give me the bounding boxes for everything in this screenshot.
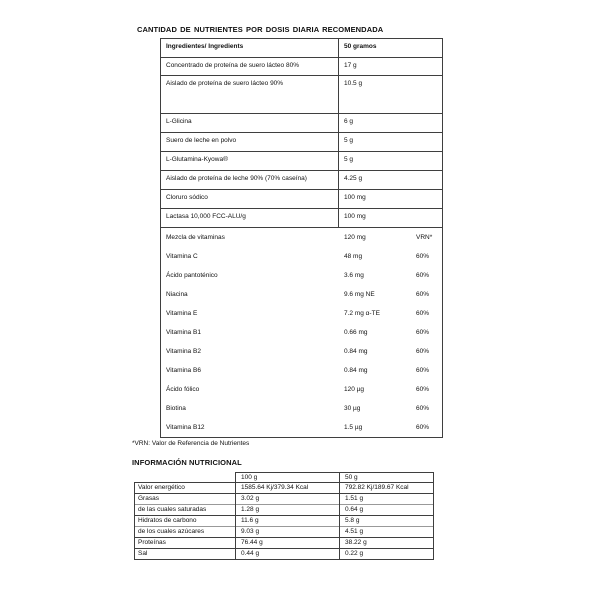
vitamin-line xyxy=(161,266,442,285)
per-50g-value-cell: 1.51 g xyxy=(340,494,434,505)
per-50g-value-cell: 0.64 g xyxy=(340,505,434,516)
table-row xyxy=(161,152,443,171)
vitamin-amount: 120 mg xyxy=(344,234,366,241)
table-row xyxy=(161,76,443,114)
per-50g-column-header: 50 g xyxy=(340,473,434,483)
vitamin-line xyxy=(161,228,442,247)
vrn-column-header: VRN* xyxy=(416,234,433,241)
table-row xyxy=(135,549,434,560)
table-row xyxy=(161,190,443,209)
nutrient-name-cell: Sal xyxy=(135,549,236,560)
per-100g-value-cell: 1.28 g xyxy=(236,505,340,516)
vitamin-line xyxy=(161,418,442,437)
vitamin-amount: 120 µg xyxy=(344,386,365,393)
vitamin-amount: 0.84 mg xyxy=(344,348,368,355)
table-row xyxy=(161,58,443,76)
vitamin-amount: 9.6 mg NE xyxy=(344,291,375,298)
table-row xyxy=(135,516,434,527)
vitamin-amount: 30 µg xyxy=(344,405,361,412)
vitamin-name: Vitamina B2 xyxy=(166,348,201,355)
per-50g-value-cell: 4.51 g xyxy=(340,527,434,538)
vitamin-amount: 3.6 mg xyxy=(344,272,364,279)
vitamin-vrn-percent: 60% xyxy=(416,310,430,317)
vitamin-vrn-percent: 60% xyxy=(416,272,430,279)
vitamin-name: Vitamina B6 xyxy=(166,367,201,374)
table-header-row xyxy=(135,473,434,483)
ingredient-amount-cell: 5 g xyxy=(339,152,443,171)
nutrient-name-cell: de las cuales saturadas xyxy=(135,505,236,516)
nutrient-name-cell: Hidratos de carbono xyxy=(135,516,236,527)
nutrient-name-cell: Proteínas xyxy=(135,538,236,549)
table-row xyxy=(135,494,434,505)
per-100g-value-cell: 76.44 g xyxy=(236,538,340,549)
top-section-title: CANTIDAD DE NUTRIENTES POR DOSIS DIARIA RECOMENDADA xyxy=(137,25,384,34)
nutrient-name-cell: Grasas xyxy=(135,494,236,505)
per-100g-value-cell: 11.6 g xyxy=(236,516,340,527)
vitamin-name: Vitamina E xyxy=(166,310,198,317)
ingredient-name-cell: Concentrado de proteína de suero lácteo 80% xyxy=(161,58,339,76)
per-50g-value-cell: 38.22 g xyxy=(340,538,434,549)
vitamin-name: Niacina xyxy=(166,291,188,298)
nutrition-facts-table xyxy=(134,472,434,560)
vitamin-vrn-percent: 60% xyxy=(416,329,430,336)
vitamin-amount: 48 mg xyxy=(344,253,363,260)
nutrient-dose-table xyxy=(160,38,443,438)
vitamin-name: Ácido pantoténico xyxy=(166,272,218,279)
ingredient-amount-cell: 100 mg xyxy=(339,190,443,209)
per-50g-value-cell: 792.82 Kj/189.67 Kcal xyxy=(340,483,434,494)
vitamin-block-cell xyxy=(161,228,443,438)
nutrient-name-cell: de los cuales azúcares xyxy=(135,527,236,538)
vitamin-line xyxy=(161,361,442,380)
table-row xyxy=(135,538,434,549)
per-100g-value-cell: 3.02 g xyxy=(236,494,340,505)
vitamin-block-row xyxy=(161,228,443,438)
vitamin-line xyxy=(161,380,442,399)
table-row xyxy=(135,483,434,494)
vitamin-vrn-percent: 60% xyxy=(416,386,430,393)
vitamin-line xyxy=(161,342,442,361)
ingredient-name-cell: L-Glicina xyxy=(161,114,339,133)
ingredient-amount-cell: 4.25 g xyxy=(339,171,443,190)
table-row xyxy=(135,505,434,516)
vitamin-line xyxy=(161,285,442,304)
vitamin-name: Mezcla de vitaminas xyxy=(166,234,225,241)
per-100g-value-cell: 1585.64 Kj/379.34 Kcal xyxy=(236,483,340,494)
table-row xyxy=(161,171,443,190)
vitamin-line xyxy=(161,304,442,323)
ingredient-amount-cell: 17 g xyxy=(339,58,443,76)
vrn-footnote: *VRN: Valor de Referencia de Nutrientes xyxy=(132,440,250,447)
vitamin-vrn-percent: 60% xyxy=(416,405,430,412)
vitamin-amount: 7.2 mg α-TE xyxy=(344,310,380,317)
vitamin-vrn-percent: 60% xyxy=(416,367,430,374)
nutrient-name-cell: Valor energético xyxy=(135,483,236,494)
vitamin-vrn-percent: 60% xyxy=(416,348,430,355)
ingredients-column-header: Ingredientes/ Ingredients xyxy=(161,39,339,58)
ingredient-name-cell: Lactasa 10,000 FCC-ALU/g xyxy=(161,209,339,228)
vitamin-amount: 1.5 µg xyxy=(344,424,363,431)
ingredient-name-cell: Suero de leche en polvo xyxy=(161,133,339,152)
ingredient-amount-cell: 100 mg xyxy=(339,209,443,228)
ingredient-amount-cell: 5 g xyxy=(339,133,443,152)
per-100g-column-header: 100 g xyxy=(236,473,340,483)
vitamin-name: Vitamina B12 xyxy=(166,424,205,431)
ingredient-name-cell: Cloruro sódico xyxy=(161,190,339,209)
ingredient-name-cell: Aislado de proteína de leche 90% (70% caseína) xyxy=(161,171,339,190)
vitamin-name: Vitamina B1 xyxy=(166,329,201,336)
table-row xyxy=(135,527,434,538)
vitamin-vrn-percent: 60% xyxy=(416,291,430,298)
per-100g-value-cell: 0.44 g xyxy=(236,549,340,560)
vitamin-line xyxy=(161,247,442,266)
bottom-section-title: INFORMACIÓN NUTRICIONAL xyxy=(132,458,242,467)
table-row xyxy=(161,114,443,133)
vitamin-name: Ácido fólico xyxy=(166,386,200,393)
vitamin-vrn-percent: 60% xyxy=(416,253,430,260)
vitamin-line xyxy=(161,323,442,342)
table-row xyxy=(161,133,443,152)
per-100g-value-cell: 9.03 g xyxy=(236,527,340,538)
vitamin-vrn-percent: 60% xyxy=(416,424,430,431)
vitamin-line xyxy=(161,399,442,418)
ingredient-amount-cell: 10.5 g xyxy=(339,76,443,114)
vitamin-name: Vitamina C xyxy=(166,253,198,260)
ingredient-amount-cell: 6 g xyxy=(339,114,443,133)
amount-column-header: 50 gramos xyxy=(339,39,443,58)
ingredient-name-cell: L-Glutamina-Kyowa® xyxy=(161,152,339,171)
per-50g-value-cell: 5.8 g xyxy=(340,516,434,527)
ingredient-name-cell: Aislado de proteína de suero lácteo 90% xyxy=(161,76,339,114)
vitamin-amount: 0.84 mg xyxy=(344,367,368,374)
vitamin-name: Biotina xyxy=(166,405,186,412)
per-50g-value-cell: 0.22 g xyxy=(340,549,434,560)
empty-header-cell xyxy=(135,473,236,483)
table-row xyxy=(161,209,443,228)
table-header-row xyxy=(161,39,443,58)
vitamin-amount: 0.66 mg xyxy=(344,329,368,336)
